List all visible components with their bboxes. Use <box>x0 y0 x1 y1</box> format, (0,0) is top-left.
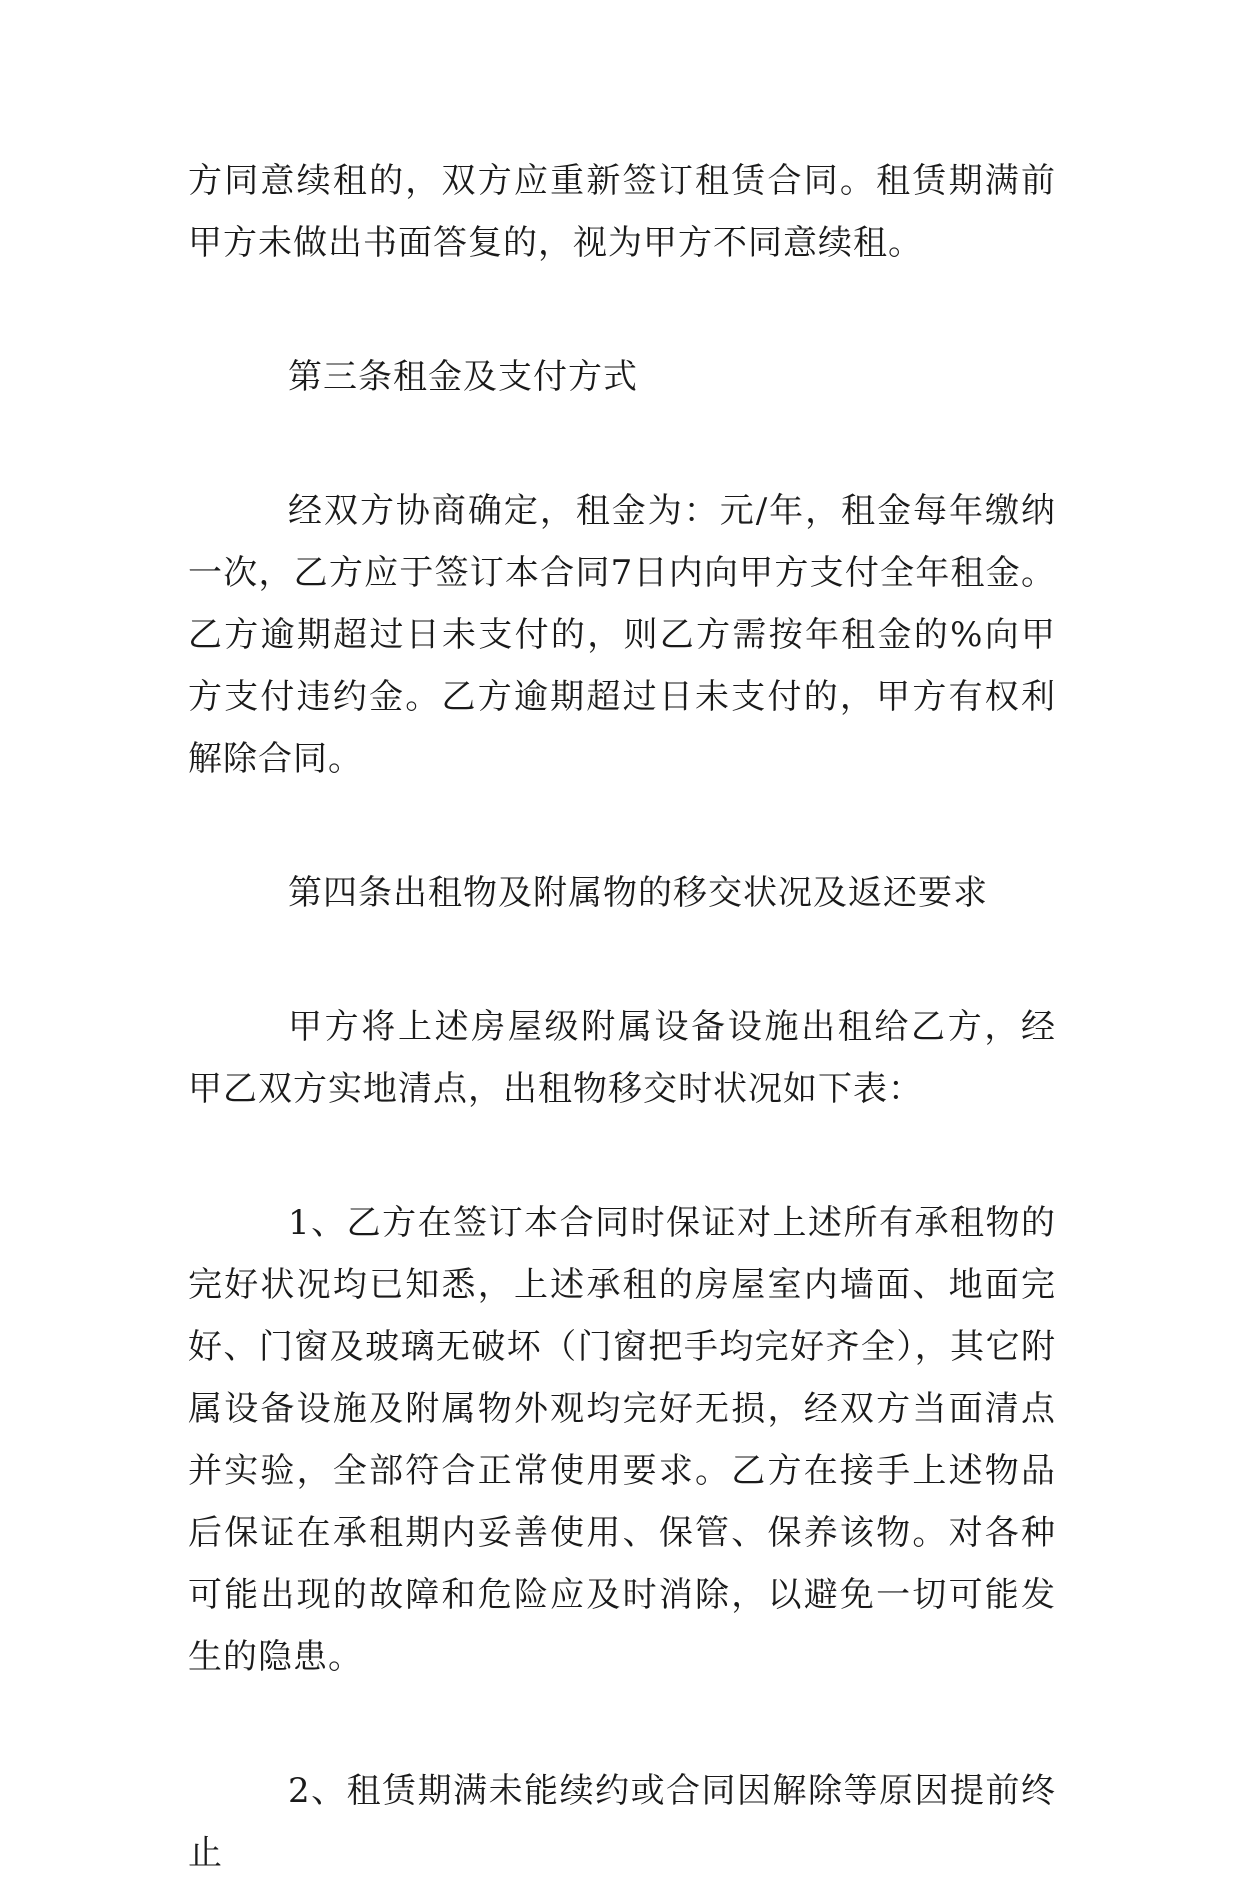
paragraph-spacer <box>188 1120 1056 1192</box>
document-page <box>188 150 1056 1884</box>
paragraph-spacer <box>188 1688 1056 1760</box>
paragraph-clause-1: 1、乙方在签订本合同时保证对上述所有承租物的完好状况均已知悉，上述承租的房屋室内墙面、地面完好、门窗及玻璃无破坏（门窗把手均完好齐全），其它附属设备设施及附属物外观均完好无损，经双方当面清点并实验，全部符合正常使用要求。乙方在接手上述物品后保证在承租期内妥善使用、保管、保养该物。对各种可能出现的故障和危险应及时消除，以避免一切可能发生的隐患。 <box>188 1203 1056 1677</box>
paragraph-spacer <box>188 790 1056 862</box>
paragraph-handover-intro: 甲方将上述房屋级附属设备设施出租给乙方，经甲乙双方实地清点，出租物移交时状况如下表： <box>188 1007 1056 1109</box>
paragraph-spacer <box>188 924 1056 996</box>
paragraph-clause-2: 2、租赁期满未能续约或合同因解除等原因提前终止 <box>188 1771 1056 1873</box>
section-heading-rent-payment: 第三条租金及支付方式 <box>288 357 638 397</box>
paragraph-spacer <box>188 408 1056 480</box>
paragraph-rent-terms: 经双方协商确定，租金为：元/年，租金每年缴纳一次，乙方应于签订本合同7日内向甲方支付全年租金。乙方逾期超过日未支付的，则乙方需按年租金的%向甲方支付违约金。乙方逾期超过日未支付的，甲方有权利解除合同。 <box>188 491 1056 779</box>
paragraph-spacer <box>188 274 1056 346</box>
paragraph-renewal-clause: 方同意续租的，双方应重新签订租赁合同。租赁期满前甲方未做出书面答复的，视为甲方不同意续租。 <box>188 161 1056 263</box>
section-heading-handover: 第四条出租物及附属物的移交状况及返还要求 <box>288 873 988 913</box>
